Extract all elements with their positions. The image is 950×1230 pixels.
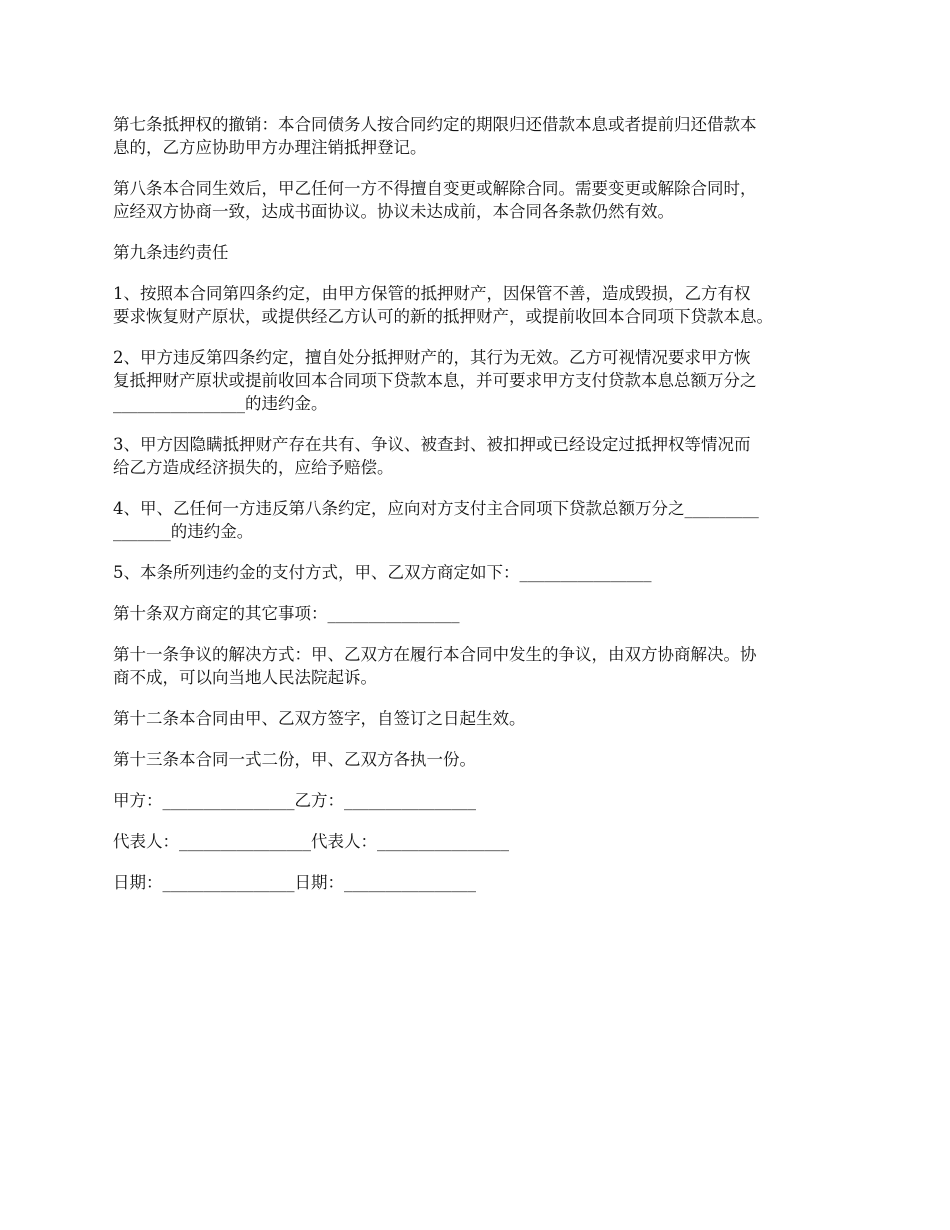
text-line: 甲方：________________乙方：________________	[113, 791, 476, 810]
paragraph-article-9-title	[113, 241, 853, 264]
text-line: 第十三条本合同一式二份，甲、乙双方各执一份。	[113, 750, 476, 769]
paragraph-article-9-item-1	[113, 282, 853, 328]
paragraph-article-7	[113, 113, 853, 159]
paragraph-article-9-item-4	[113, 497, 853, 543]
paragraph-signature-representatives	[113, 830, 853, 853]
text-line: 4、甲、乙任何一方违反第八条约定，应向对方支付主合同项下贷款总额万分之_________	[113, 499, 759, 518]
text-line: 第七条抵押权的撤销：本合同债务人按合同约定的期限归还借款本息或者提前归还借款本	[113, 115, 757, 134]
paragraph-article-8	[113, 177, 853, 223]
document-body	[113, 113, 853, 912]
text-line: 息的，乙方应协助甲方办理注销抵押登记。	[113, 138, 427, 157]
paragraph-article-10	[113, 602, 853, 625]
text-line: 5、本条所列违约金的支付方式，甲、乙双方商定如下：________________	[113, 563, 652, 582]
text-line: 应经双方协商一致，达成书面协议。协议未达成前，本合同各条款仍然有效。	[113, 202, 674, 221]
text-line: 第十条双方商定的其它事项：________________	[113, 604, 460, 623]
text-line: 要求恢复财产原状，或提供经乙方认可的新的抵押财产，或提前收回本合同项下贷款本息。	[113, 307, 773, 326]
paragraph-article-12	[113, 707, 853, 730]
paragraph-article-9-item-5	[113, 561, 853, 584]
text-line: 第九条违约责任	[113, 243, 229, 262]
text-line: 第十一条争议的解决方式：甲、乙双方在履行本合同中发生的争议，由双方协商解决。协	[113, 645, 757, 664]
paragraph-article-9-item-2	[113, 346, 853, 415]
paragraph-article-9-item-3	[113, 433, 853, 479]
text-line: 第八条本合同生效后，甲乙任何一方不得擅自变更或解除合同。需要变更或解除合同时，	[113, 179, 757, 198]
text-line: 1、按照本合同第四条约定，由甲方保管的抵押财产，因保管不善，造成毁损，乙方有权	[113, 284, 751, 303]
paragraph-signature-dates	[113, 871, 853, 894]
text-line: 复抵押财产原状或提前收回本合同项下贷款本息，并可要求甲方支付贷款本息总额万分之	[113, 371, 757, 390]
text-line: 给乙方造成经济损失的，应给予赔偿。	[113, 458, 394, 477]
text-line: _______的违约金。	[113, 522, 254, 541]
text-line: 第十二条本合同由甲、乙双方签字，自签订之日起生效。	[113, 709, 526, 728]
text-line: 代表人：________________代表人：________________	[113, 832, 509, 851]
text-line: 3、甲方因隐瞒抵押财产存在共有、争议、被查封、被扣押或已经设定过抵押权等情况而	[113, 435, 751, 454]
text-line: 商不成，可以向当地人民法院起诉。	[113, 668, 377, 687]
text-line: ________________的违约金。	[113, 394, 328, 413]
text-line: 2、甲方违反第四条约定，擅自处分抵押财产的，其行为无效。乙方可视情况要求甲方恢	[113, 348, 751, 367]
paragraph-article-13	[113, 748, 853, 771]
paragraph-article-11	[113, 643, 853, 689]
text-line: 日期：________________日期：________________	[113, 873, 476, 892]
paragraph-signature-parties	[113, 789, 853, 812]
